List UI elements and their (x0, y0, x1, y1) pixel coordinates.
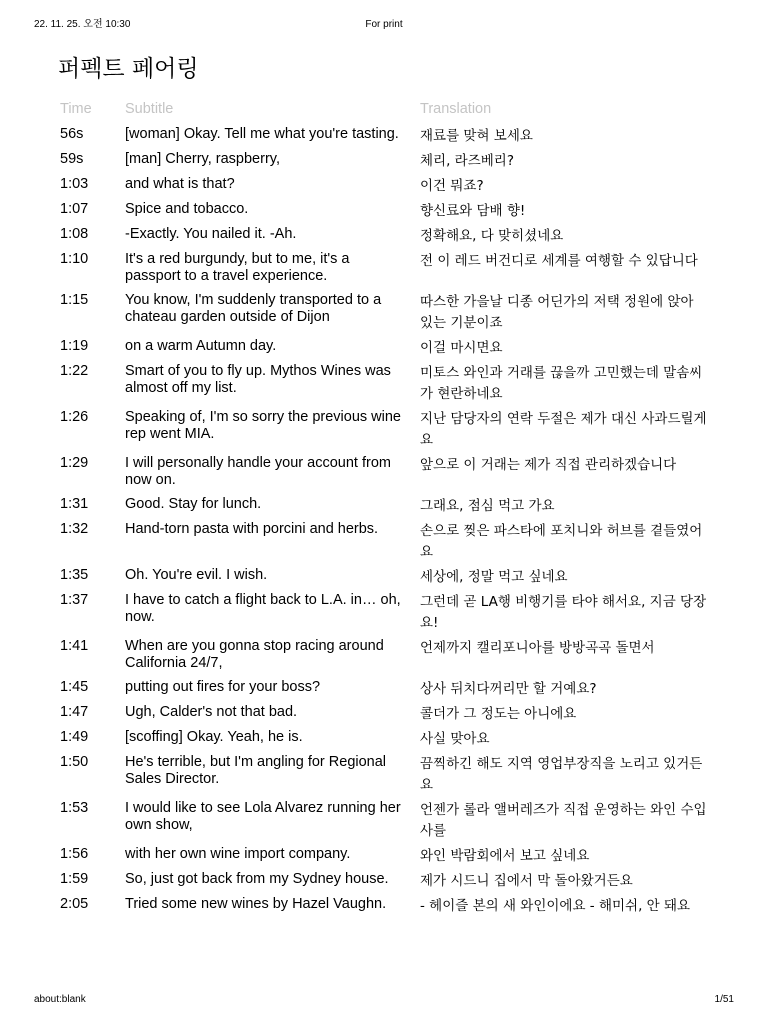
print-title: For print (365, 19, 403, 30)
print-header (34, 18, 734, 32)
table-row (52, 248, 712, 289)
row-subtitle: I have to catch a flight back to L.A. in… oh, now. (125, 592, 401, 625)
row-subtitle: You know, I'm suddenly transported to a chateau garden outside of Dijon (125, 292, 382, 325)
row-translation: 미토스 와인과 거래를 끊을까 고민했는데 말솜씨가 현란하네요 (420, 365, 703, 402)
row-time: 1:15 (60, 292, 89, 308)
row-translation: 그래요, 점심 먹고 가요 (420, 498, 555, 514)
row-subtitle: Tried some new wines by Hazel Vaughn. (125, 896, 387, 912)
row-time: 1:59 (60, 871, 89, 887)
table-row (52, 173, 712, 198)
row-time: 1:41 (60, 638, 89, 654)
row-time: 2:05 (60, 896, 89, 912)
row-subtitle: It's a red burgundy, but to me, it's a passport to a travel experience. (125, 251, 350, 284)
row-time: 1:53 (60, 800, 89, 816)
table-header-row (52, 98, 712, 123)
row-subtitle: Oh. You're evil. I wish. (125, 567, 268, 583)
row-subtitle: I would like to see Lola Alvarez running her own show, (125, 800, 401, 833)
row-translation: 세상에, 정말 먹고 싶네요 (420, 569, 568, 585)
header-time: Time (60, 101, 92, 117)
row-translation: 향신료와 담배 향! (420, 203, 526, 219)
row-translation: 상사 뒤치다꺼리만 할 거예요? (420, 681, 597, 697)
header-subtitle: Subtitle (125, 101, 174, 117)
table-row (52, 198, 712, 223)
table-row (52, 360, 712, 406)
row-subtitle: Hand-torn pasta with porcini and herbs. (125, 521, 379, 537)
row-subtitle: putting out fires for your boss? (125, 679, 321, 695)
row-time: 1:29 (60, 455, 89, 471)
table-row (52, 493, 712, 518)
row-subtitle: [woman] Okay. Tell me what you're tasting. (125, 126, 399, 142)
table-row (52, 406, 712, 452)
row-subtitle: on a warm Autumn day. (125, 338, 277, 354)
row-time: 1:56 (60, 846, 89, 862)
row-time: 1:22 (60, 363, 89, 379)
row-time: 1:10 (60, 251, 89, 267)
table-body (52, 123, 712, 918)
row-time: 1:47 (60, 704, 89, 720)
row-time: 1:32 (60, 521, 89, 537)
table-row (52, 123, 712, 148)
table-row (52, 635, 712, 676)
table-row (52, 751, 712, 797)
row-translation: 재료를 맞혀 보세요 (420, 128, 533, 144)
table-row (52, 335, 712, 360)
row-translation: 손으로 찢은 파스타에 포치니와 허브를 곁들였어요 (420, 523, 703, 560)
row-time: 59s (60, 151, 84, 167)
subtitle-table (52, 98, 712, 918)
row-time: 1:07 (60, 201, 89, 217)
row-subtitle: and what is that? (125, 176, 235, 192)
table-row (52, 726, 712, 751)
row-subtitle: Smart of you to fly up. Mythos Wines was almost off my list. (125, 363, 391, 396)
table-row (52, 564, 712, 589)
row-time: 56s (60, 126, 84, 142)
row-translation: 앞으로 이 거래는 제가 직접 관리하겠습니다 (420, 457, 677, 473)
table-row (52, 843, 712, 868)
row-subtitle: Ugh, Calder's not that bad. (125, 704, 298, 720)
row-subtitle: I will personally handle your account from now on. (125, 455, 391, 488)
row-translation: - 헤이즐 본의 새 와인이에요 - 해미쉬, 안 돼요 (420, 898, 691, 914)
row-translation: 사실 맞아요 (420, 731, 490, 747)
row-time: 1:35 (60, 567, 89, 583)
row-subtitle: When are you gonna stop racing around California 24/7, (125, 638, 384, 671)
table-row (52, 589, 712, 635)
row-subtitle: [man] Cherry, raspberry, (125, 151, 280, 167)
table-row (52, 289, 712, 335)
header-translation: Translation (420, 101, 492, 117)
row-subtitle: -Exactly. You nailed it. -Ah. (125, 226, 297, 242)
row-translation: 제가 시드니 집에서 막 돌아왔거든요 (420, 873, 633, 889)
row-subtitle: So, just got back from my Sydney house. (125, 871, 389, 887)
row-time: 1:26 (60, 409, 89, 425)
row-subtitle: Speaking of, I'm so sorry the previous wine rep went MIA. (125, 409, 401, 442)
row-time: 1:45 (60, 679, 89, 695)
page-number: 1/51 (714, 994, 734, 1005)
row-subtitle: Good. Stay for lunch. (125, 496, 262, 512)
row-translation: 콜더가 그 정도는 아니에요 (420, 706, 577, 722)
row-time: 1:49 (60, 729, 89, 745)
row-time: 1:19 (60, 338, 89, 354)
row-time: 1:03 (60, 176, 89, 192)
row-translation: 이걸 마시면요 (420, 340, 503, 356)
row-subtitle: with her own wine import company. (125, 846, 351, 862)
row-translation: 이건 뭐죠? (420, 178, 484, 194)
document-title: 퍼펙트 페어링 (58, 56, 199, 82)
row-time: 1:31 (60, 496, 89, 512)
row-translation: 끔찍하긴 해도 지역 영업부장직을 노리고 있거든요 (420, 756, 703, 793)
row-translation: 언젠가 롤라 앨버레즈가 직접 운영하는 와인 수입사를 (420, 802, 707, 839)
row-time: 1:37 (60, 592, 89, 608)
row-subtitle: [scoffing] Okay. Yeah, he is. (125, 729, 303, 745)
table-row (52, 676, 712, 701)
table-row (52, 868, 712, 893)
row-subtitle: He's terrible, but I'm angling for Regional Sales Director. (125, 754, 387, 787)
row-translation: 언제까지 캘리포니아를 방방곡곡 돌면서 (420, 640, 655, 656)
row-time: 1:08 (60, 226, 89, 242)
table-row (52, 148, 712, 173)
print-date: 22. 11. 25. 오전 10:30 (34, 19, 131, 30)
row-translation: 체리, 라즈베리? (420, 153, 514, 169)
row-time: 1:50 (60, 754, 89, 770)
row-translation: 그런데 곧 LA행 비행기를 타야 해서요, 지금 당장요! (420, 594, 707, 631)
table-row (52, 518, 712, 564)
row-translation: 지난 담당자의 연락 두절은 제가 대신 사과드릴게요 (420, 411, 707, 448)
table-row (52, 701, 712, 726)
print-footer (34, 993, 734, 1007)
print-url: about:blank (34, 994, 86, 1005)
row-translation: 전 이 레드 버건디로 세계를 여행할 수 있답니다 (420, 253, 698, 269)
row-translation: 와인 박람회에서 보고 싶네요 (420, 848, 590, 864)
row-translation: 따스한 가을날 디종 어딘가의 저택 정원에 앉아 있는 기분이죠 (420, 294, 694, 331)
table-row (52, 797, 712, 843)
table-row (52, 223, 712, 248)
table-row (52, 452, 712, 493)
row-subtitle: Spice and tobacco. (125, 201, 249, 217)
row-translation: 정확해요, 다 맞히셨네요 (420, 228, 564, 244)
table-row (52, 893, 712, 918)
